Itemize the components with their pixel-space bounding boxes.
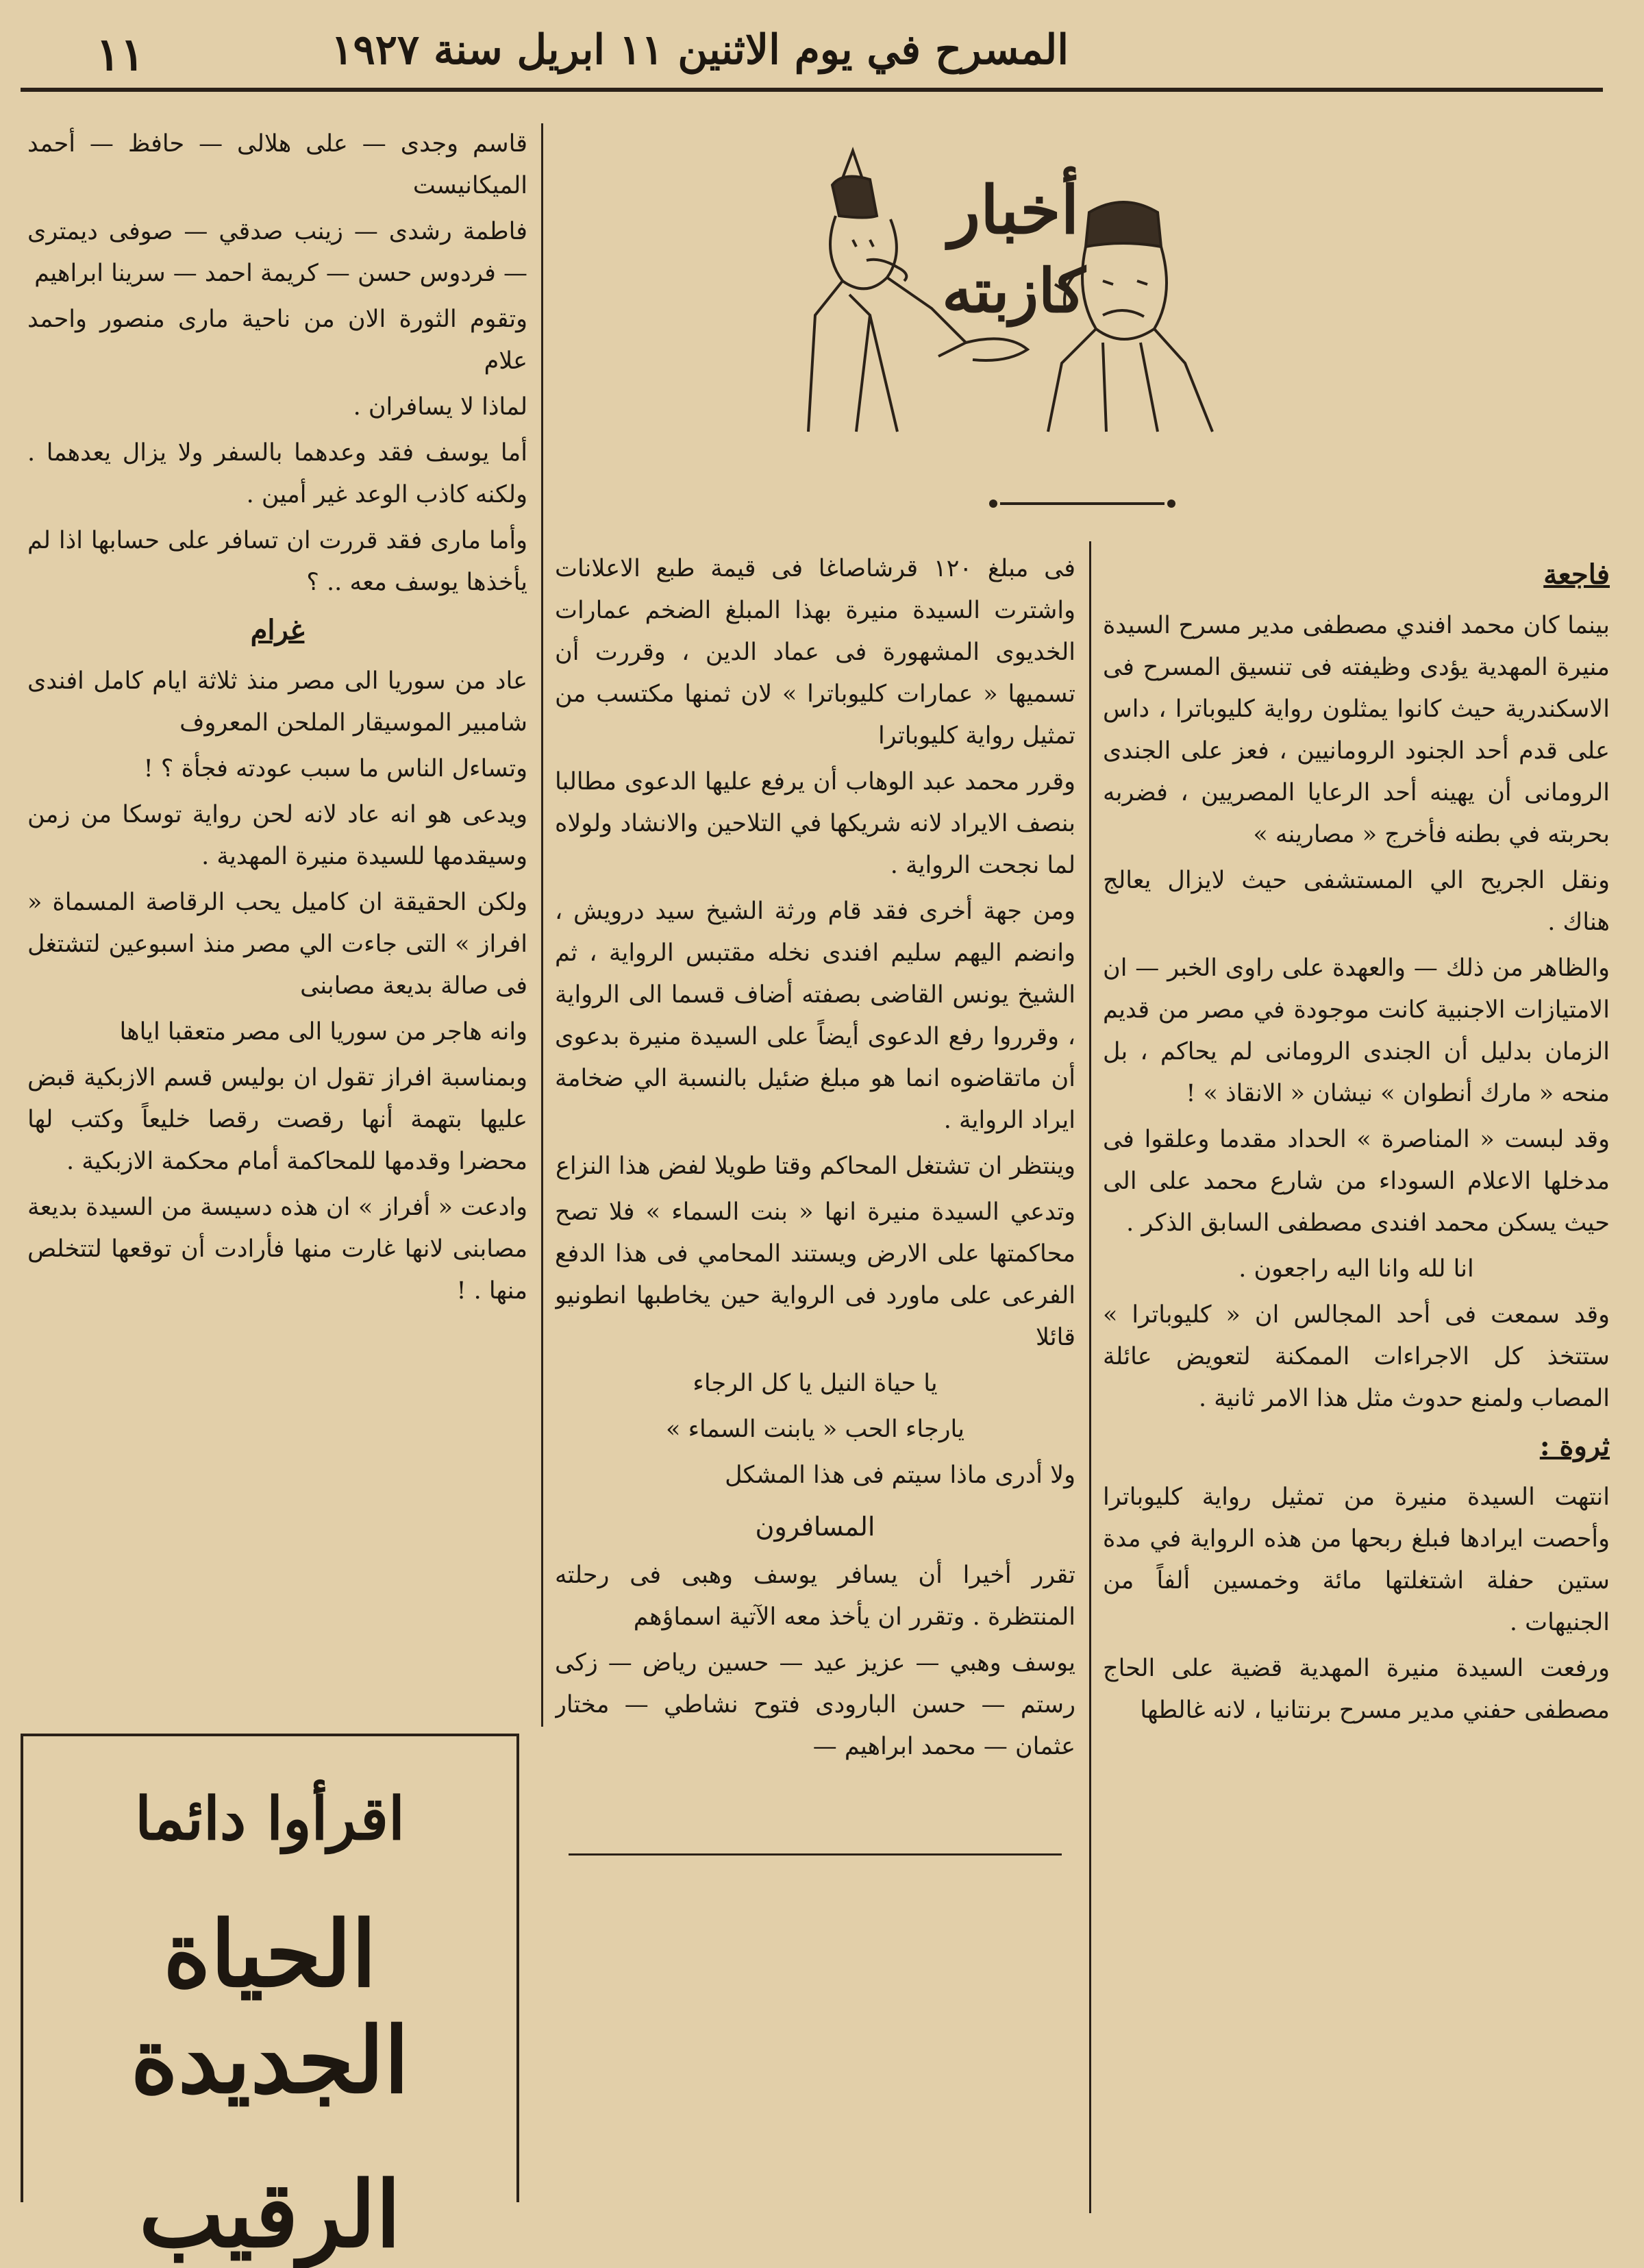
advertisement-box xyxy=(21,1734,519,2268)
middle-section-rule xyxy=(569,1853,1062,1856)
tragedy-paragraph: ونقل الجريح الي المستشفى حيث لايزال يعالج هناك . xyxy=(1103,867,1610,936)
ad-line-newspaper-1: الحياة الجديدة xyxy=(130,1901,410,2114)
middle-paragraph: ومن جهة أخرى فقد قام ورثة الشيخ سيد درويش ، وانضم اليهم سليم افندى نخله مقتبس الرواية ، ثم الشيخ يونس القاضى بصفته أضاف قسما الى الرواية ، وقرروا رفع الدعوى أيضاً على السيدة منيرة بدعوى أن ماتقاضوه انما هو مبلغ ضئيل بالنسبة الي ضخامة ايراد الرواية . xyxy=(555,898,1075,1134)
column-divider-left xyxy=(541,123,543,1727)
header-title: المسرح في يوم الاثنين ١١ ابريل سنة ١٩٢٧ xyxy=(331,26,1069,74)
right-column xyxy=(1103,548,1610,2206)
heading-love: غرام xyxy=(250,614,305,646)
wealth-paragraph: انتهت السيدة منيرة من تمثيل رواية كليوباترا وأحصت ايرادها فبلغ ربحها من هذه الرواية في مدة ستين حفلة اشتغلتها مائة وخمسين ألفاً من الجنيهات . xyxy=(1103,1483,1610,1636)
cartoon-caption-bottom: كازبته xyxy=(942,255,1086,326)
love-paragraph: ويدعى هو انه عاد لانه لحن رواية توسكا من زمن وسيقدمها للسيدة منيرة المهدية . xyxy=(27,801,527,870)
left-paragraph: أما يوسف فقد وعدهما بالسفر ولا يزال يعدهما . ولكنه كاذب الوعد غير أمين . xyxy=(27,439,527,508)
column-divider-middle xyxy=(1089,541,1091,2213)
section-ornament xyxy=(986,493,1178,514)
middle-paragraph: وتدعي السيدة منيرة انها « بنت السماء » فلا تصح محاكمتها على الارض ويستند المحامي فى هذا الدفع الفرعى على ماورد فى الرواية حين يخاطبها انطونيو قائلا xyxy=(555,1198,1075,1351)
left-paragraph: وتقوم الثورة الان من ناحية مارى منصور واحمد علام xyxy=(27,306,527,375)
ad-line-read: اقرأوا دائما xyxy=(135,1784,405,1853)
middle-paragraph: ولا أدرى ماذا سيتم فى هذا المشكل xyxy=(725,1462,1075,1489)
header-rule xyxy=(21,88,1603,92)
travelers-paragraph: تقرر أخيرا أن يسافر يوسف وهبى فى رحلته المنتظرة . وتقرر ان يأخذ معه الآتية اسماؤهم xyxy=(555,1562,1075,1631)
heading-tragedy: فاجعة xyxy=(1543,558,1610,591)
left-paragraph: قاسم وجدى — على هلالى — حافظ — أحمد الميكانيست xyxy=(27,130,527,199)
tragedy-paragraph: انا لله وانا اليه راجعون . xyxy=(1238,1255,1474,1283)
middle-paragraph: وقرر محمد عبد الوهاب أن يرفع عليها الدعوى مطالبا بنصف الايراد لانه شريكها في التلاحين والانشاد ولولاه لما نجحت الرواية . xyxy=(555,768,1075,879)
poem-line: يا حياة النيل يا كل الرجاء xyxy=(693,1370,938,1397)
ad-line-newspaper-2: الرقيب xyxy=(138,2162,401,2268)
tragedy-paragraph: والظاهر من ذلك — والعهدة على راوى الخبر — ان الامتيازات الاجنبية كانت موجودة في مصر من قديم الزمان بدليل أن الجندى الرومانى لم يحاكم ، بل منحه « مارك أنطوان » نيشان « الانقاذ » ! xyxy=(1103,954,1610,1107)
love-paragraph: وبمناسبة افراز تقول ان بوليس قسم الازبكية قبض عليها بتهمة أنها رقصت رقصا خليعاً وكتب لها محضرا وقدمها للمحاكمة أمام محكمة الازبكية . xyxy=(27,1064,527,1175)
love-paragraph: وتساءل الناس ما سبب عودته فجأة ؟ ! xyxy=(143,755,527,782)
heading-travelers: المسافرون xyxy=(755,1512,875,1542)
left-paragraph: وأما مارى فقد قررت ان تسافر على حسابها اذا لم يأخذها يوسف معه .. ؟ xyxy=(27,527,527,596)
love-paragraph: عاد من سوريا الى مصر منذ ثلاثة ايام كامل افندى شامبير الموسيقار الملحن المعروف xyxy=(27,667,527,737)
love-paragraph: وانه هاجر من سوريا الى مصر متعقبا اياها xyxy=(119,1018,527,1046)
poem-line: يارجاء الحب « يابنت السماء » xyxy=(666,1416,964,1443)
heading-wealth: ثروة : xyxy=(1539,1430,1610,1462)
wealth-paragraph: ورفعت السيدة منيرة المهدية قضية على الحاج مصطفى حفني مدير مسرح برنتانيا ، لانه غالطها xyxy=(1103,1655,1610,1724)
cartoon-illustration xyxy=(801,137,1226,439)
love-paragraph: وادعت « أفراز » ان هذه دسيسة من السيدة بديعة مصابنى لانها غارت منها فأرادت أن توقعها لتتخلص منها . ! xyxy=(27,1194,527,1305)
love-paragraph: ولكن الحقيقة ان كاميل يحب الرقاصة المسماة « افراز » التى جاءت الي مصر منذ اسبوعين لتشتغل فى صالة بديعة مصابنى xyxy=(27,889,527,1000)
left-paragraph: لماذا لا يسافران . xyxy=(353,393,527,421)
cartoon-caption-top: أخبار xyxy=(948,171,1080,249)
page-header xyxy=(21,21,1603,89)
left-paragraph: فاطمة رشدى — زينب صدقي — صوفى ديمترى — فردوس حسن — كريمة احمد — سرينا ابراهيم xyxy=(27,218,527,287)
travelers-paragraph: يوسف وهبي — عزيز عيد — حسين رياض — زكى رستم — حسن البارودى فتوح نشاطي — مختار عثمان — محمد ابراهيم — xyxy=(555,1649,1075,1760)
tragedy-paragraph: وقد لبست « المناصرة » الحداد مقدما وعلقوا فى مدخلها الاعلام السوداء من شارع محمد على الى حيث يسكن محمد افندى مصطفى السابق الذكر . xyxy=(1103,1126,1610,1237)
middle-paragraph: وينتظر ان تشتغل المحاكم وقتا طويلا لفض هذا النزاع xyxy=(555,1153,1075,1180)
tragedy-paragraph: بينما كان محمد افندي مصطفى مدير مسرح السيدة منيرة المهدية يؤدى وظيفته فى تنسيق المسرح فى الاسكندرية حيث كانوا يمثلون رواية كليوباترا ، داس على قدم أحد الجنود الرومانيين ، فعز على الجندى الرومانى أن يهينه أحد الرعايا المصريين ، فضربه بحربته في بطنه فأخرج « مصارينه » xyxy=(1103,612,1610,848)
middle-column xyxy=(555,548,1075,2206)
page-number: ١١ xyxy=(96,27,145,81)
left-column xyxy=(27,123,527,1713)
middle-paragraph: فى مبلغ ١٢٠ قرشاصاغا فى قيمة طبع الاعلانات واشترت السيدة منيرة بهذا المبلغ الضخم عمارات الخديوى المشهورة فى عماد الدين ، وقررت أن تسميها « عمارات كليوباترا » لان ثمنها مكتسب من تمثيل رواية كليوباترا xyxy=(555,555,1075,750)
tragedy-paragraph: وقد سمعت فى أحد المجالس ان « كليوباترا » ستتخذ كل الاجراءات الممكنة لتعويض عائلة المصاب ولمنع حدوث مثل هذا الامر ثانية . xyxy=(1103,1301,1610,1412)
